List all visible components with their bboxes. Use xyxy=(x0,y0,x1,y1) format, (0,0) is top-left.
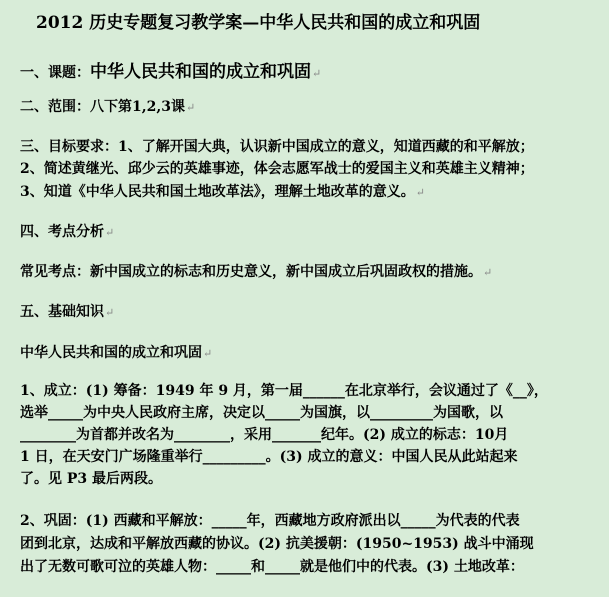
goals-line-2: 2、简述黄继光、邱少云的英雄事迹，体会志愿军战士的爱国主义和英雄主义精神； xyxy=(20,161,534,177)
paragraph-mark-icon: ↵ xyxy=(312,67,322,80)
p2-line-1: 2、巩固：(1) 西藏和平解放：_____年，西藏地方政府派出以_____为代表的代表 xyxy=(20,513,520,529)
paragraph-mark-icon: ↵ xyxy=(203,347,213,360)
p1-line-1: 1、成立：(1) 筹备：1949 年 9 月，第一届______在北京举行，会议通过了《__》， xyxy=(20,383,548,399)
goals-line-1: 三、目标要求：1、了解开国大典，认识新中国成立的意义，知道西藏的和平解放； xyxy=(20,139,534,155)
paragraph-mark-icon: ↵ xyxy=(415,186,425,199)
p1-line-3: ________为首都并改名为________，采用_______纪年。(2) 成立的标志：10月 xyxy=(20,427,509,443)
section-4-heading: 四、考点分析↵ xyxy=(20,224,115,240)
paragraph-mark-icon: ↵ xyxy=(105,226,115,239)
p1-line-2: 选举_____为中央人民政府主席，决定以_____为国旗，以_________为国歌，以 xyxy=(20,405,503,421)
paragraph-mark-icon: ↵ xyxy=(483,266,493,279)
p1-line-4: 1 日，在天安门广场隆重举行_________。(3) 成立的意义：中国人民从此站起来 xyxy=(20,449,518,465)
key-points-line: 常见考点：新中国成立的标志和历史意义，新中国成立后巩固政权的措施。↵ xyxy=(20,264,493,280)
scope-line: 二、范围：八下第1,2,3课↵ xyxy=(20,99,196,115)
document-title: 2012 历史专题复习教学案—中华人民共和国的成立和巩固 xyxy=(36,13,481,33)
paragraph-mark-icon: ↵ xyxy=(185,101,196,114)
goals-line-3: 3、知道《中华人民共和国土地改革法》，理解土地改革的意义。↵ xyxy=(20,184,425,200)
p2-line-3: 出了无数可歌可泣的英雄人物：_____和_____就是他们中的代表。(3) 土地改革： xyxy=(20,559,524,575)
p2-line-2: 团到北京，达成和平解放西藏的协议。(2) 抗美援朝：(1950~1953) 战斗中涌现 xyxy=(20,536,534,552)
p1-line-5: 了。见 P3 最后两段。 xyxy=(20,471,163,487)
lesson-topic: 一、课题：中华人民共和国的成立和巩固↵ xyxy=(20,62,322,82)
section-5-heading: 五、基础知识↵ xyxy=(20,304,115,320)
paragraph-mark-icon: ↵ xyxy=(105,306,115,319)
subheading: 中华人民共和国的成立和巩固↵ xyxy=(20,345,213,361)
